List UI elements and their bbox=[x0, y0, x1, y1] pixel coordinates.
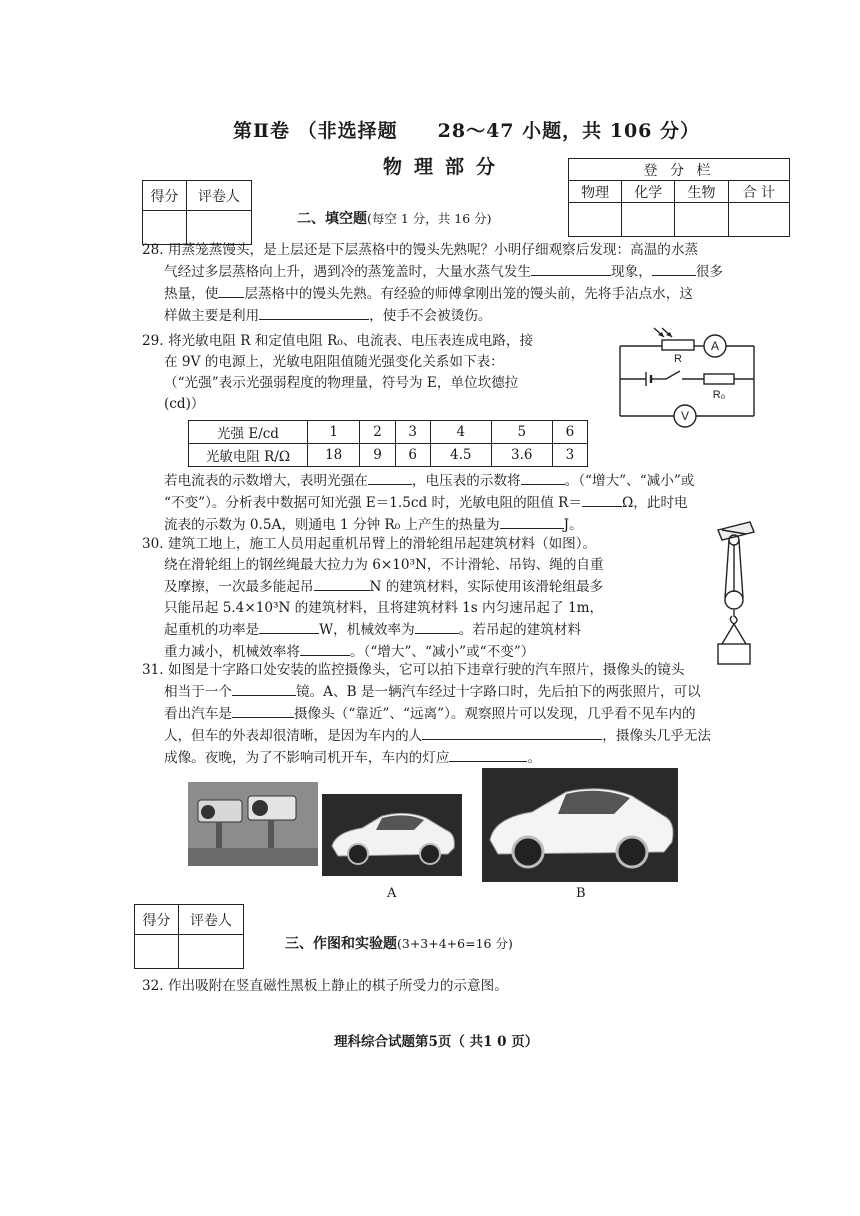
r0-label: R₀ bbox=[712, 389, 726, 401]
score-input-cell[interactable] bbox=[135, 935, 179, 969]
answer-blank[interactable] bbox=[531, 261, 611, 276]
r-label: R bbox=[674, 353, 682, 365]
exam-part-title: 第Ⅱ卷 （非选择题 28～47 小题，共 106 分） bbox=[233, 120, 701, 142]
answer-blank[interactable] bbox=[259, 619, 319, 634]
q30-line: 及摩擦，一次最多能起吊 N 的建筑材料，实际使用该滑轮组最多 bbox=[142, 576, 690, 598]
section3-heading bbox=[285, 933, 513, 953]
section-subtitle: 物理部分 bbox=[383, 156, 508, 178]
q30-line: 重力减小，机械效率将 。（“增大”、“减小”或“不变”） bbox=[142, 641, 690, 663]
table-cell: 3.6 bbox=[491, 444, 552, 467]
table-row-label: 光强 E/cd bbox=[189, 421, 308, 444]
answer-blank[interactable] bbox=[218, 283, 244, 298]
q29-line: 29. 将光敏电阻 R 和定值电阻 R₀、电流表、电压表连成电路，接 bbox=[142, 333, 534, 349]
score-label: 得分 bbox=[143, 181, 187, 211]
answer-blank[interactable] bbox=[449, 747, 527, 762]
table-cell: 5 bbox=[491, 421, 552, 444]
grader-label: 评卷人 bbox=[186, 181, 251, 211]
q31-line: 看出汽车是 摄像头（“靠近”、“远离”）。观察照片可以发现，几乎看不见车内的 bbox=[142, 703, 762, 725]
grader-box bbox=[134, 904, 244, 969]
score-cell[interactable] bbox=[622, 203, 675, 237]
table-row-label: 光敏电阻 R/Ω bbox=[189, 444, 308, 467]
section3-note: (3+3+4+6=16 分) bbox=[397, 936, 513, 951]
table-cell: 2 bbox=[360, 421, 395, 444]
q30-line: 30. 建筑工地上，施工人员用起重机吊臂上的滑轮组吊起建筑材料（如图）。 bbox=[142, 536, 597, 552]
score-cell[interactable] bbox=[569, 203, 622, 237]
grader-input-cell[interactable] bbox=[178, 935, 243, 969]
grader-box bbox=[142, 180, 252, 245]
answer-blank[interactable] bbox=[232, 681, 296, 696]
section2-heading bbox=[297, 208, 492, 228]
score-cell[interactable] bbox=[728, 203, 789, 237]
caption-a: A bbox=[387, 886, 397, 901]
surveillance-camera-photo bbox=[188, 782, 318, 866]
answer-blank[interactable] bbox=[500, 514, 564, 529]
answer-blank[interactable] bbox=[232, 703, 294, 718]
score-label: 得分 bbox=[135, 905, 179, 935]
answer-blank[interactable] bbox=[521, 470, 565, 485]
table-cell: 3 bbox=[552, 444, 587, 467]
q29-line: （“光强”表示光强弱程度的物理量，符号为 E，单位坎德拉 bbox=[164, 375, 519, 391]
q30-line: 起重机的功率是 W，机械效率为 。若吊起的建筑材料 bbox=[142, 619, 690, 641]
question-32 bbox=[142, 976, 762, 997]
q29-line: 流表的示数为 0.5A，则通电 1 分钟 R₀ 上产生的热量为 J。 bbox=[164, 514, 762, 536]
q29-line: 在 9V 的电源上，光敏电阻阻值随光强变化关系如下表： bbox=[164, 354, 504, 370]
score-register-title: 登 分 栏 bbox=[569, 159, 790, 181]
caption-b: B bbox=[576, 886, 586, 901]
q28-line: 28. 用蒸笼蒸馒头，是上层还是下层蒸格中的馒头先熟呢？小明仔细观察后发现：高温的水蒸 bbox=[142, 242, 699, 258]
q29-line: (cd)） bbox=[164, 396, 205, 412]
table-cell: 18 bbox=[308, 444, 360, 467]
ammeter-label: A bbox=[710, 339, 720, 353]
table-cell: 9 bbox=[360, 444, 395, 467]
section3-title: 三、作图和实验题 bbox=[285, 936, 397, 952]
voltmeter-label: V bbox=[680, 409, 690, 423]
q28-line: 热量，使 层蒸格中的馒头先熟。有经验的师傅拿刚出笼的馒头前，先将手沾点水，这 bbox=[142, 283, 762, 305]
table-cell: 3 bbox=[395, 421, 430, 444]
q31-line: 31. 如图是十字路口处安装的监控摄像头，它可以拍下违章行驶的汽车照片，摄像头的镜头 bbox=[142, 662, 685, 678]
q30-line: 只能吊起 5.4×10³N 的建筑材料，且将建筑材料 1s 内匀速吊起了 1m， bbox=[164, 600, 604, 616]
q32-line: 32. 作出吸附在竖直磁性黑板上静止的棋子所受力的示意图。 bbox=[142, 978, 508, 994]
q28-line: 气经过多层蒸格向上升，遇到冷的蒸笼盖时，大量水蒸气发生 现象， 很多 bbox=[142, 261, 762, 283]
score-col-biology: 生物 bbox=[675, 181, 728, 203]
q28-line: 样做主要是利用 ，使手不会被烫伤。 bbox=[142, 305, 762, 327]
answer-blank[interactable] bbox=[422, 725, 602, 740]
answer-blank[interactable] bbox=[582, 492, 622, 507]
q31-line: 相当于一个 镜。A、B 是一辆汽车经过十字路口时，先后拍下的两张照片，可以 bbox=[142, 681, 762, 703]
q29-line: 若电流表的示数增大，表明光强在 ，电压表的示数将 。（“增大”、“减小”或 bbox=[164, 470, 762, 492]
car-photo-b bbox=[482, 768, 678, 882]
answer-blank[interactable] bbox=[259, 305, 369, 320]
answer-blank[interactable] bbox=[415, 619, 459, 634]
question-30 bbox=[142, 534, 690, 663]
answer-blank[interactable] bbox=[368, 470, 412, 485]
section2-note: (每空 1 分，共 16 分) bbox=[367, 211, 492, 226]
table-cell: 6 bbox=[552, 421, 587, 444]
question-29 bbox=[142, 331, 602, 415]
answer-blank[interactable] bbox=[300, 641, 350, 656]
answer-blank[interactable] bbox=[314, 576, 370, 591]
question-31 bbox=[142, 660, 762, 769]
page-footer: 理科综合试题第5页（ 共1 0 页） bbox=[334, 1034, 539, 1050]
question-28 bbox=[142, 240, 762, 327]
table-cell: 4 bbox=[430, 421, 491, 444]
score-col-total: 合 计 bbox=[728, 181, 789, 203]
score-register-table bbox=[568, 158, 790, 237]
q31-line: 人，但车的外表却很清晰，是因为车内的人 ，摄像头几乎无法 bbox=[142, 725, 762, 747]
question-29-continued bbox=[164, 470, 762, 536]
grader-label: 评卷人 bbox=[178, 905, 243, 935]
light-resistance-table bbox=[188, 420, 588, 467]
circuit-diagram bbox=[612, 326, 762, 438]
score-cell[interactable] bbox=[675, 203, 728, 237]
table-cell: 4.5 bbox=[430, 444, 491, 467]
table-cell: 6 bbox=[395, 444, 430, 467]
score-col-chemistry: 化学 bbox=[622, 181, 675, 203]
table-cell: 1 bbox=[308, 421, 360, 444]
section2-title: 二、填空题 bbox=[297, 211, 367, 227]
q29-line: “不变”）。分析表中数据可知光强 E＝1.5cd 时，光敏电阻的阻值 R＝ Ω，此时电 bbox=[164, 492, 762, 514]
score-col-physics: 物理 bbox=[569, 181, 622, 203]
car-photo-a bbox=[322, 794, 462, 876]
q31-line: 成像。夜晚，为了不影响司机开车，车内的灯应 。 bbox=[142, 747, 762, 769]
q30-line: 绕在滑轮组上的钢丝绳最大拉力为 6×10³N，不计滑轮、吊钩、绳的自重 bbox=[164, 557, 604, 573]
answer-blank[interactable] bbox=[652, 261, 696, 276]
crane-pulley-figure bbox=[704, 520, 760, 670]
